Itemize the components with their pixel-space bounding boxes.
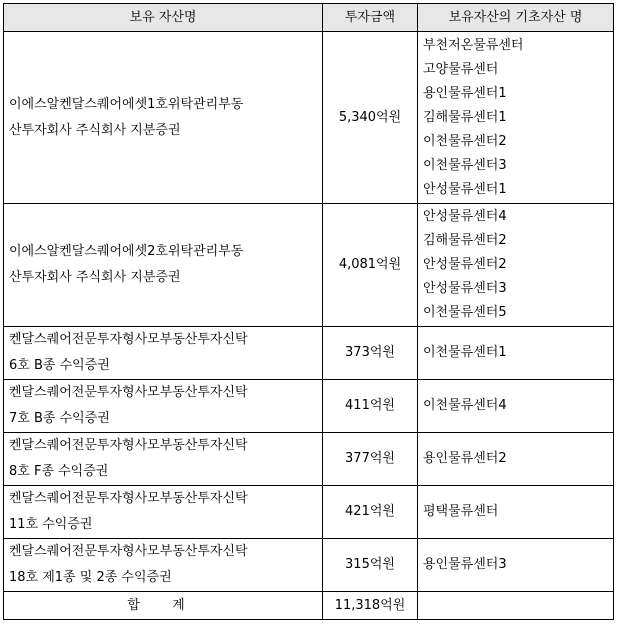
underlying-asset-item: 용인물류센터3 <box>423 557 507 572</box>
asset-name-line: 11호 수익증권 <box>9 517 93 532</box>
underlying-assets-cell <box>418 380 614 433</box>
underlying-assets-cell <box>418 539 614 592</box>
investment-amount-cell: 377억원 <box>323 433 418 486</box>
underlying-asset-item: 이천물류센터4 <box>423 398 507 413</box>
asset-name-cell <box>4 204 323 327</box>
underlying-asset-item: 고양물류센터 <box>423 61 499 77</box>
asset-name-line: 켄달스퀘어전문투자형사모부동산투자신탁 <box>9 438 248 453</box>
underlying-assets-cell <box>418 204 614 327</box>
header-investment-amount: 투자금액 <box>323 4 418 32</box>
asset-name-cell <box>4 327 323 380</box>
table-row <box>4 380 614 433</box>
underlying-assets-cell <box>418 486 614 539</box>
investment-amount-cell: 411억원 <box>323 380 418 433</box>
underlying-asset-item: 이천물류센터5 <box>423 305 507 320</box>
underlying-asset-item: 이천물류센터1 <box>423 345 507 360</box>
table-row <box>4 327 614 380</box>
investment-amount-cell: 5,340억원 <box>323 32 418 204</box>
underlying-assets-cell <box>418 32 614 204</box>
total-label: 합 계 <box>4 592 323 620</box>
investment-amount-cell: 373억원 <box>323 327 418 380</box>
asset-name-line: 켄달스퀘어전문투자형사모부동산투자신탁 <box>9 385 248 400</box>
holdings-table <box>3 3 614 620</box>
header-underlying-assets: 보유자산의 기초자산 명 <box>418 4 614 32</box>
total-amount: 11,318억원 <box>323 592 418 620</box>
investment-amount-cell: 421억원 <box>323 486 418 539</box>
total-assets-cell <box>418 592 614 620</box>
asset-name-line: 켄달스퀘어전문투자형사모부동산투자신탁 <box>9 332 248 347</box>
underlying-asset-item: 안성물류센터3 <box>423 281 507 296</box>
asset-name-line: 이에스알켄달스퀘어에셋2호위탁관리부동 <box>9 244 244 259</box>
table-row <box>4 539 614 592</box>
asset-table-document <box>3 3 614 620</box>
underlying-asset-item: 안성물류센터2 <box>423 257 507 272</box>
asset-name-line: 켄달스퀘어전문투자형사모부동산투자신탁 <box>9 491 248 506</box>
asset-name-line: 7호 B종 수익증권 <box>9 411 110 426</box>
asset-name-line: 6호 B종 수익증권 <box>9 358 110 373</box>
header-asset-name: 보유 자산명 <box>4 4 323 32</box>
underlying-asset-item: 안성물류센터4 <box>423 209 507 224</box>
underlying-assets-cell <box>418 327 614 380</box>
underlying-asset-item: 부천저온물류센터 <box>423 37 524 53</box>
table-row <box>4 204 614 327</box>
asset-name-cell <box>4 486 323 539</box>
table-row <box>4 433 614 486</box>
table-row <box>4 486 614 539</box>
underlying-asset-item: 용인물류센터1 <box>423 85 507 101</box>
underlying-assets-cell <box>418 433 614 486</box>
underlying-asset-item: 평택물류센터 <box>423 504 499 519</box>
asset-name-line: 이에스알켄달스퀘어에셋1호위탁관리부동 <box>9 96 244 112</box>
table-row <box>4 32 614 204</box>
underlying-asset-item: 이천물류센터2 <box>423 133 507 149</box>
asset-name-cell <box>4 32 323 204</box>
asset-name-line: 산투자회사 주식회사 지분증권 <box>9 270 181 285</box>
underlying-asset-item: 용인물류센터2 <box>423 451 507 466</box>
asset-name-line: 켄달스퀘어전문투자형사모부동산투자신탁 <box>9 544 248 559</box>
asset-name-cell <box>4 380 323 433</box>
total-row <box>4 592 614 620</box>
underlying-asset-item: 김해물류센터1 <box>423 109 507 125</box>
asset-name-cell <box>4 539 323 592</box>
underlying-asset-item: 이천물류센터3 <box>423 157 507 173</box>
asset-name-cell <box>4 433 323 486</box>
investment-amount-cell: 315억원 <box>323 539 418 592</box>
asset-name-line: 산투자회사 주식회사 지분증권 <box>9 122 181 138</box>
investment-amount-cell: 4,081억원 <box>323 204 418 327</box>
asset-name-line: 18호 제1종 및 2종 수익증권 <box>9 570 172 585</box>
underlying-asset-item: 김해물류센터2 <box>423 233 507 248</box>
asset-name-line: 8호 F종 수익증권 <box>9 464 109 479</box>
header-row <box>4 4 614 32</box>
underlying-asset-item: 안성물류센터1 <box>423 181 507 197</box>
